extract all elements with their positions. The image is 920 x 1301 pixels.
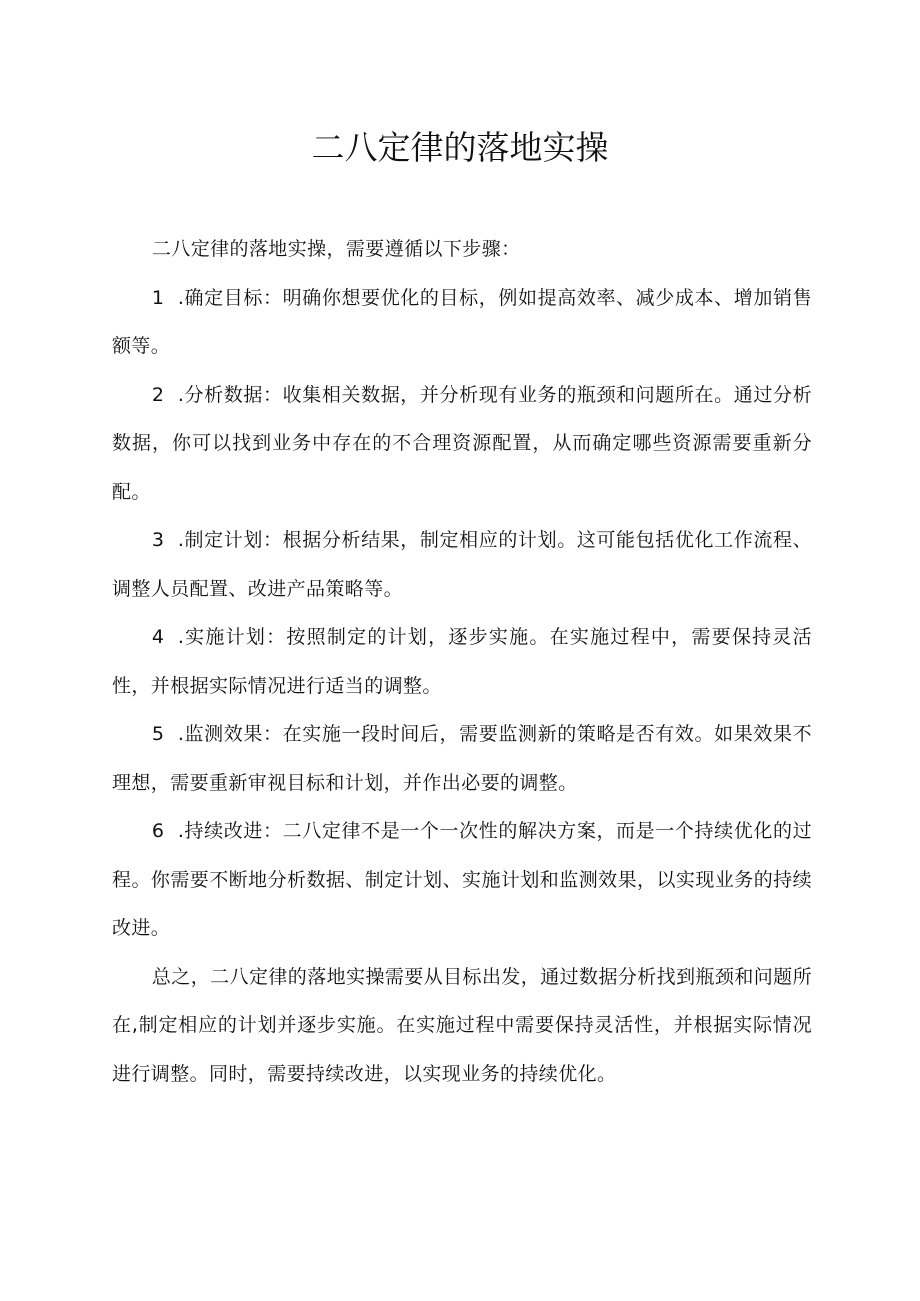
step-number: 5 — [151, 723, 165, 745]
step-text: .持续改进：二八定律不是一个一次性的解决方案，而是一个持续优化的过程。你需要不断地分析数据、制定计划、实施计划和监测效果，以实现业务的持续改进。 — [112, 820, 812, 939]
step-text: .监测效果：在实施一段时间后，需要监测新的策略是否有效。如果效果不理想，需要重新审视目标和计划，并作出必要的调整。 — [112, 723, 812, 794]
step-number: 2 — [151, 383, 165, 406]
step-text: .分析数据：收集相关数据，并分析现有业务的瓶颈和问题所在。通过分析数据，你可以找到业务中存在的不合理资源配置，从而确定哪些资源需要重新分配。 — [112, 383, 812, 503]
step-paragraph — [112, 371, 812, 517]
page-title: 二八定律的落地实操 — [311, 128, 609, 167]
intro-paragraph: 二八定律的落地实操，需要遵循以下步骤： — [151, 238, 521, 260]
step-number: 4 — [151, 626, 165, 648]
document-body — [112, 225, 812, 1098]
step-paragraph — [112, 710, 812, 807]
step-number: 1 — [151, 286, 165, 309]
step-number: 3 — [151, 529, 165, 551]
step-paragraph — [112, 516, 812, 613]
step-text: .制定计划：根据分析结果，制定相应的计划。这可能包括优化工作流程、调整人员配置、改进产品策略等。 — [112, 529, 812, 600]
step-text: .确定目标：明确你想要优化的目标，例如提高效率、减少成本、增加销售额等。 — [112, 286, 812, 357]
step-text: .实施计划：按照制定的计划，逐步实施。在实施过程中，需要保持灵活性，并根据实际情况进行适当的调整。 — [112, 626, 812, 697]
step-paragraph — [112, 274, 812, 371]
step-paragraph — [112, 613, 812, 710]
step-number: 6 — [151, 820, 165, 842]
conclusion-paragraph: 总之，二八定律的落地实操需要从目标出发，通过数据分析找到瓶颈和问题所在,制定相应的计划并逐步实施。在实施过程中需要保持灵活性，并根据实际情况进行调整。同时，需要持续改进，以实现业务的持续优化。 — [112, 965, 812, 1085]
step-paragraph — [112, 807, 812, 953]
